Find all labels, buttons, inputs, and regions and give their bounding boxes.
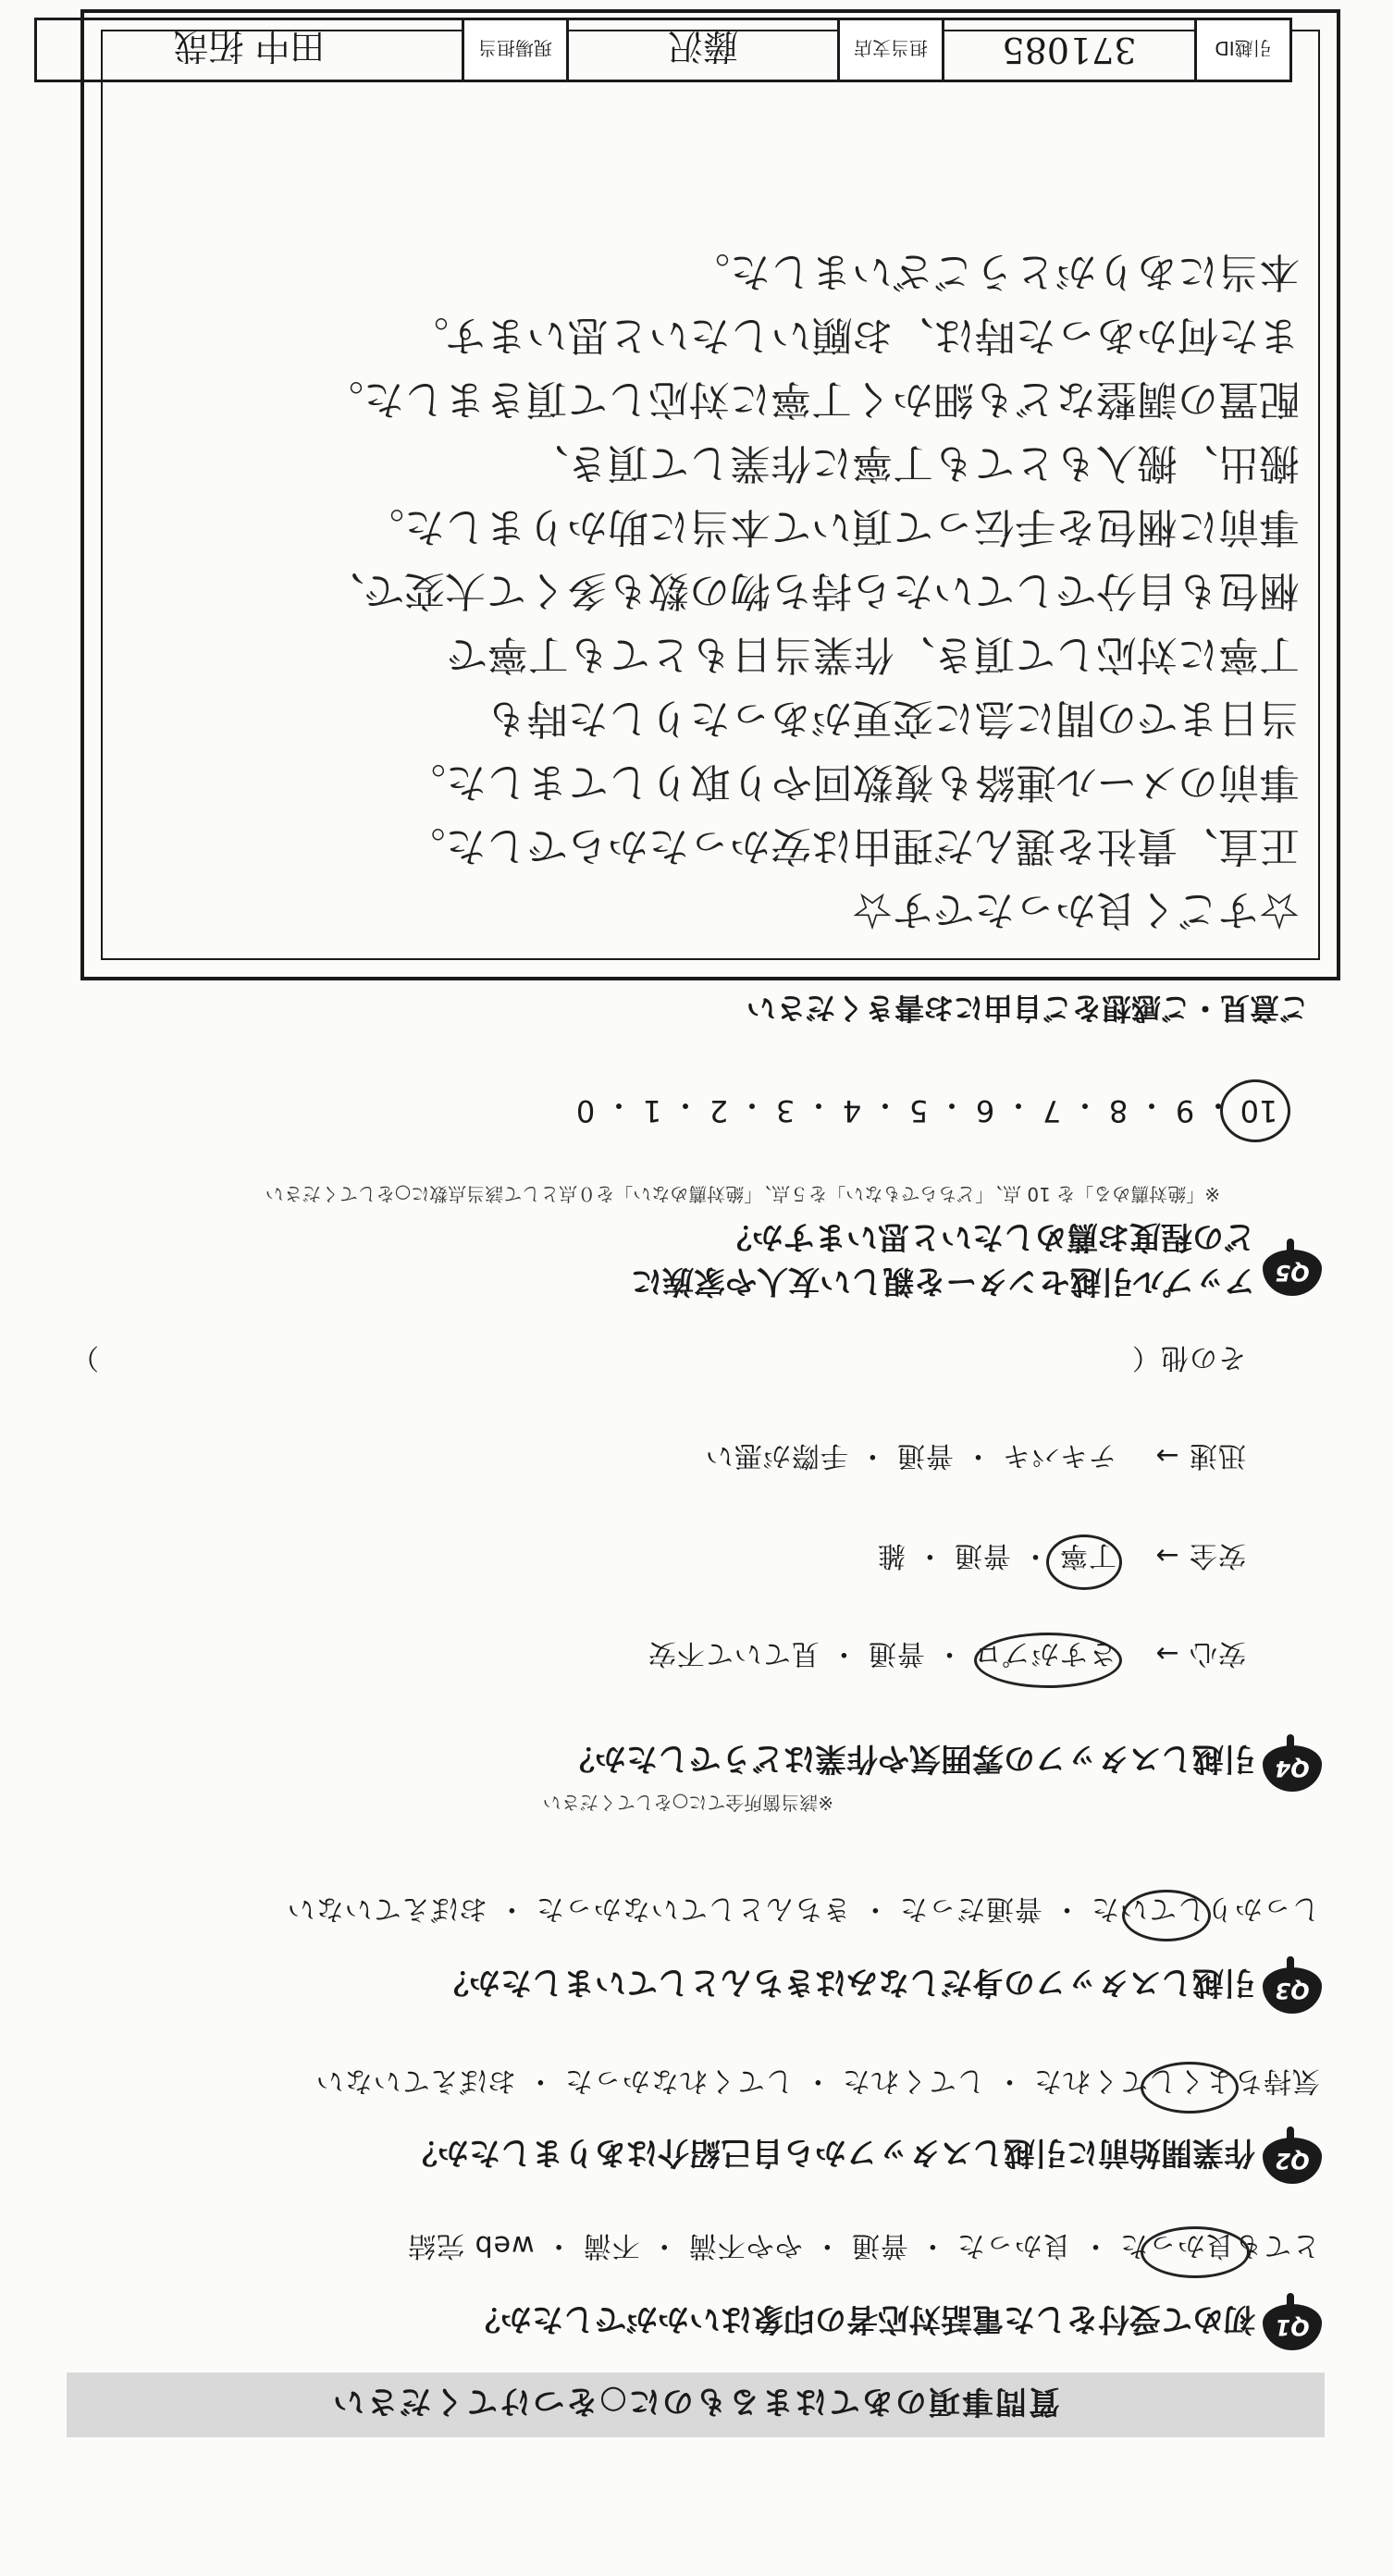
- q4-text: 引越しスタッフの雰囲気や作業はどうでしたか？: [563, 1740, 1255, 1777]
- comment-line: 搬出、搬入もとても丁寧に作業して頂き、: [527, 439, 1300, 487]
- q5-score-scale: [569, 1086, 1283, 1128]
- q4-safety-circle: [974, 1633, 1122, 1688]
- scale-score: 10: [1240, 1093, 1278, 1128]
- q1-options: とても良かった ・ 良かった ・ 普通 ・ やや不満 ・ 不満 ・ web 完結: [407, 2229, 1320, 2262]
- q4-note: ※該当箇所全てに○をしてください: [542, 1792, 833, 1814]
- q1-answer-circle: [1141, 2226, 1250, 2278]
- q1-badge: Q1: [1263, 2304, 1322, 2350]
- branch-value: 藤沢: [566, 20, 837, 80]
- scale-score: 9: [1175, 1093, 1195, 1128]
- id-label: 引越ID: [1194, 20, 1289, 80]
- q4-row-care-options: 丁寧 ・ 普通 ・ 雑: [876, 1539, 1116, 1571]
- q4-row-safety-label: 安心 →: [1154, 1637, 1246, 1670]
- leader-label: 現場担当: [462, 20, 566, 80]
- scale-score: 0: [575, 1093, 596, 1128]
- q3-answer-circle: [1122, 1890, 1211, 1941]
- scale-score: 2: [709, 1093, 729, 1128]
- scale-score: 5: [908, 1093, 929, 1128]
- instructions-header: 質問事項のあてはまるものに○をつけてください: [67, 2373, 1325, 2437]
- scale-separator: ・: [1004, 1088, 1034, 1123]
- scale-score: 8: [1108, 1093, 1129, 1128]
- handwritten-comment: [323, 240, 1300, 942]
- q4-row-speed-options: テキパキ ・ 普通 ・ 手際が悪い: [704, 1439, 1116, 1472]
- scale-score: 4: [842, 1093, 862, 1128]
- scale-separator: ・: [1070, 1088, 1101, 1123]
- scale-separator: ・: [671, 1088, 701, 1123]
- q4-row-safety-options: さすがプロ ・ 普通 ・ 見ていて不安: [647, 1637, 1116, 1670]
- comment-line: 梱包も自分でしていたら持ち物の数も多くて大変で、: [323, 567, 1300, 614]
- q3-options: しっかりしていた ・ 普通だった ・ きちんとしていなかった ・ おぼえていない: [286, 1892, 1320, 1925]
- id-table: [34, 18, 1292, 82]
- q4-row-care-label: 安全 →: [1154, 1539, 1246, 1571]
- comment-label: ご意見・ご感想をご自由にお書きください: [746, 991, 1309, 1026]
- comment-line: 正直、貴社を選んだ理由は安かったからでした。: [404, 822, 1300, 869]
- comment-line: また何かあった時は、お願いしたいと思います。: [407, 312, 1300, 359]
- id-value: 371085: [942, 20, 1194, 80]
- comment-line: ☆すごく良かったです☆: [852, 886, 1300, 933]
- scale-separator: ・: [737, 1088, 768, 1123]
- scale-separator: ・: [804, 1088, 834, 1123]
- comment-line: 配置の調整なども細かく丁寧に対応して頂きました。: [323, 376, 1300, 423]
- q3-text: 引越しスタッフの身だしなみはきちんとしていましたか？: [438, 1964, 1255, 2001]
- q5-answer-circle: [1220, 1079, 1290, 1142]
- branch-label: 担当支店: [837, 20, 942, 80]
- comment-line: 事前のメール連絡も複数回やり取りしてました。: [404, 758, 1300, 806]
- q4-other-close: ）: [70, 1341, 99, 1374]
- q5-text-line2: どの程度お薦めしたいと思いますか？: [721, 1218, 1255, 1255]
- leader-value: 田中 拓哉: [173, 26, 326, 68]
- q2-answer-circle: [1141, 2062, 1239, 2114]
- comment-box: [80, 9, 1340, 980]
- q5-badge: Q5: [1263, 1250, 1322, 1296]
- q2-options: 気持ちよくしてくれた ・ してくれた ・ してくれなかった ・ おぼえていない: [315, 2064, 1320, 2097]
- scale-score: 3: [775, 1093, 796, 1128]
- q4-row-speed-label: 迅速 →: [1154, 1439, 1246, 1472]
- q4-badge: Q4: [1263, 1745, 1322, 1792]
- scale-separator: ・: [604, 1088, 635, 1123]
- q5-note: ※「絶対薦める」を 10 点、「どちらでもない」を５点、「絶対薦めない」を０点として該当点数に○をしてください: [265, 1183, 1220, 1205]
- q3-badge: Q3: [1263, 1967, 1322, 2014]
- q2-text: 作業開始前に引越しスタッフから自己紹介はありましたか？: [406, 2134, 1255, 2171]
- q4-care-circle: [1046, 1535, 1122, 1590]
- scale-separator: ・: [1137, 1088, 1167, 1123]
- scale-separator: ・: [1203, 1088, 1234, 1123]
- scale-separator: ・: [937, 1088, 968, 1123]
- scale-score: 7: [1042, 1093, 1062, 1128]
- comment-line: 事前に梱包を手伝って頂いて本当に助かりました。: [364, 503, 1300, 550]
- comment-line: 本当にありがとうございました。: [689, 248, 1300, 295]
- q5-text-line1: アップル引越センターを親しい友人や家族に: [631, 1263, 1255, 1300]
- scale-separator: ・: [870, 1088, 901, 1123]
- q4-other-label: その他（: [1131, 1341, 1246, 1374]
- q2-badge: Q2: [1263, 2138, 1322, 2184]
- scale-score: 6: [975, 1093, 995, 1128]
- comment-line: 丁寧に対応して頂き、作業当日もとても丁寧で: [446, 631, 1300, 678]
- q1-text: 初めて受付をした電話対応者の印象はいかがでしたか？: [469, 2300, 1255, 2337]
- scale-score: 1: [642, 1093, 662, 1128]
- comment-line: 当日までの間に急に変更があったりした時も: [486, 695, 1300, 742]
